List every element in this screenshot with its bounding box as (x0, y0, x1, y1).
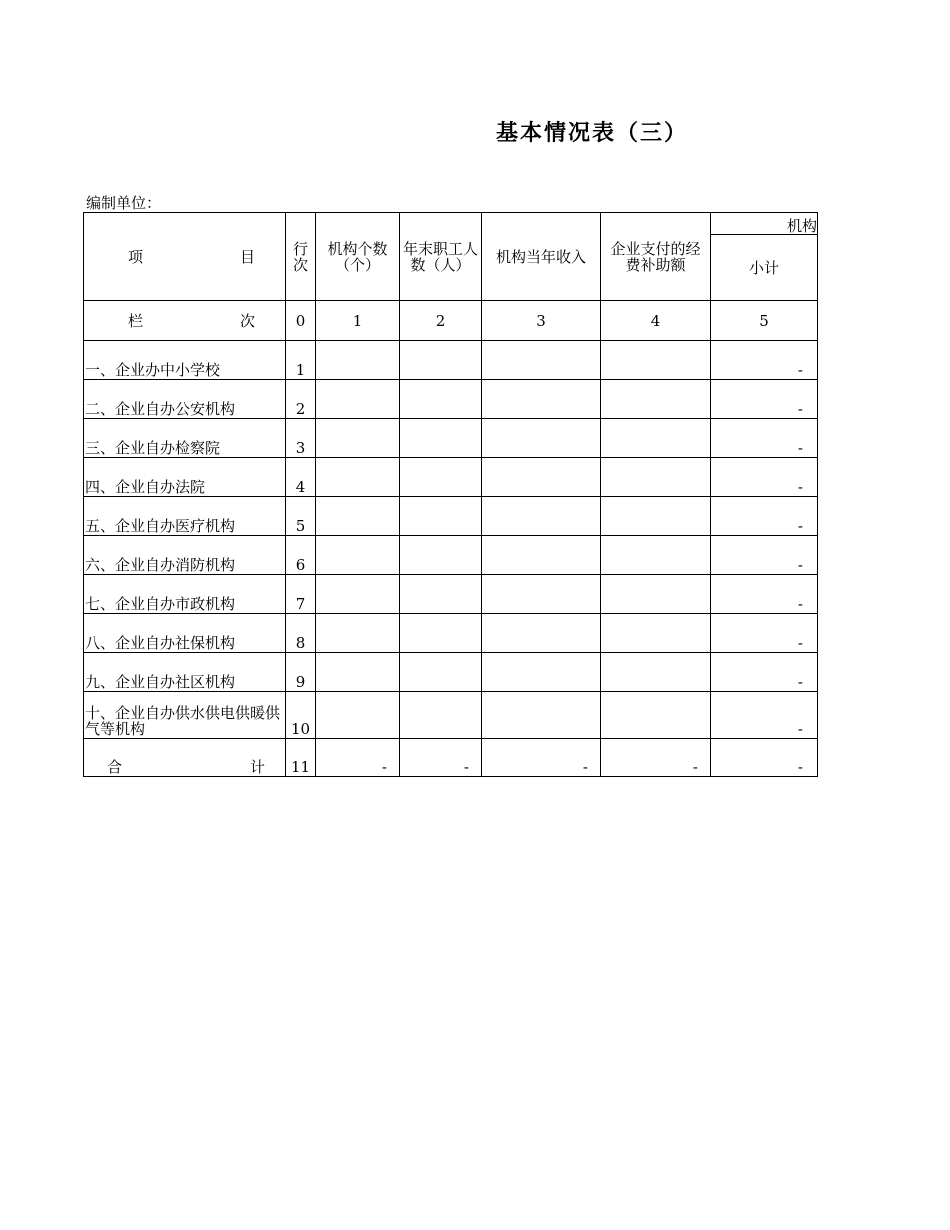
table-row (84, 458, 818, 497)
header-group: 机构 (711, 213, 818, 235)
header-staff: 年末职工人数（人） (400, 213, 482, 301)
cell-staff[interactable] (400, 380, 482, 419)
row-item: 八、企业自办社保机构 (84, 614, 286, 653)
cell-count[interactable] (316, 614, 400, 653)
column-number-3: 3 (482, 301, 601, 341)
cell-income[interactable] (482, 536, 601, 575)
header-income: 机构当年收入 (482, 213, 601, 301)
row-number: 6 (286, 536, 316, 575)
column-number-2: 2 (400, 301, 482, 341)
row-item: 四、企业自办法院 (84, 458, 286, 497)
row-number: 10 (286, 692, 316, 739)
header-item (84, 213, 286, 301)
row-number: 4 (286, 458, 316, 497)
cell-subsidy[interactable] (601, 419, 711, 458)
total-count[interactable]: - (316, 739, 400, 777)
row-number: 1 (286, 341, 316, 380)
cell-staff[interactable] (400, 458, 482, 497)
row-item: 十、企业自办供水供电供暖供气等机构 (84, 692, 286, 739)
cell-subsidy[interactable] (601, 614, 711, 653)
column-number-label (84, 301, 286, 341)
cell-subtotal[interactable]: - (711, 497, 818, 536)
header-subsidy: 企业支付的经费补助额 (601, 213, 711, 301)
cell-subtotal[interactable]: - (711, 458, 818, 497)
header-row-no: 行次 (286, 213, 316, 301)
table-row (84, 575, 818, 614)
cell-income[interactable] (482, 575, 601, 614)
header-item-right: 目 (239, 247, 255, 266)
total-income[interactable]: - (482, 739, 601, 777)
column-number-5: 5 (711, 301, 818, 341)
total-row-number: 11 (286, 739, 316, 777)
cell-subsidy[interactable] (601, 497, 711, 536)
row-number: 3 (286, 419, 316, 458)
cell-count[interactable] (316, 653, 400, 692)
cell-count[interactable] (316, 341, 400, 380)
cell-income[interactable] (482, 419, 601, 458)
cell-subsidy[interactable] (601, 536, 711, 575)
row-number: 9 (286, 653, 316, 692)
total-label-left: 合 (107, 758, 123, 776)
cell-staff[interactable] (400, 497, 482, 536)
row-item: 一、企业办中小学校 (84, 341, 286, 380)
table-row (84, 380, 818, 419)
cell-subsidy[interactable] (601, 458, 711, 497)
total-row (84, 739, 818, 777)
column-number-label-right: 次 (239, 311, 255, 330)
cell-count[interactable] (316, 575, 400, 614)
table-row (84, 419, 818, 458)
cell-income[interactable] (482, 497, 601, 536)
cell-subtotal[interactable]: - (711, 575, 818, 614)
header-row-1 (84, 213, 818, 235)
row-item: 七、企业自办市政机构 (84, 575, 286, 614)
column-number-0: 0 (286, 301, 316, 341)
cell-staff[interactable] (400, 614, 482, 653)
cell-income[interactable] (482, 341, 601, 380)
cell-subsidy[interactable] (601, 380, 711, 419)
row-number: 5 (286, 497, 316, 536)
cell-count[interactable] (316, 458, 400, 497)
row-number: 2 (286, 380, 316, 419)
cell-income[interactable] (482, 458, 601, 497)
page-title: 基本情况表（三） (496, 120, 689, 146)
cell-staff[interactable] (400, 692, 482, 739)
total-staff[interactable]: - (400, 739, 482, 777)
cell-subtotal[interactable]: - (711, 653, 818, 692)
row-item: 五、企业自办医疗机构 (84, 497, 286, 536)
cell-income[interactable] (482, 380, 601, 419)
cell-subsidy[interactable] (601, 341, 711, 380)
column-number-label-left: 栏 (128, 311, 144, 330)
unit-label: 编制单位： (86, 194, 162, 212)
table-row (84, 653, 818, 692)
cell-staff[interactable] (400, 575, 482, 614)
table-row (84, 497, 818, 536)
total-subsidy[interactable]: - (601, 739, 711, 777)
column-number-1: 1 (316, 301, 400, 341)
basic-info-table (83, 212, 818, 777)
header-count: 机构个数（个） (316, 213, 400, 301)
row-number: 8 (286, 614, 316, 653)
cell-staff[interactable] (400, 653, 482, 692)
total-subtotal[interactable]: - (711, 739, 818, 777)
cell-count[interactable] (316, 380, 400, 419)
cell-subsidy[interactable] (601, 575, 711, 614)
cell-subtotal[interactable]: - (711, 419, 818, 458)
cell-count[interactable] (316, 419, 400, 458)
column-number-4: 4 (601, 301, 711, 341)
row-number: 7 (286, 575, 316, 614)
cell-subtotal[interactable]: - (711, 341, 818, 380)
total-label-right: 计 (249, 758, 265, 776)
cell-staff[interactable] (400, 341, 482, 380)
table-row (84, 341, 818, 380)
row-item: 九、企业自办社区机构 (84, 653, 286, 692)
row-item: 六、企业自办消防机构 (84, 536, 286, 575)
header-subtotal: 小计 (711, 235, 818, 301)
cell-subsidy[interactable] (601, 653, 711, 692)
cell-subtotal[interactable]: - (711, 380, 818, 419)
table-row (84, 692, 818, 739)
cell-subsidy[interactable] (601, 692, 711, 739)
cell-income[interactable] (482, 692, 601, 739)
table-row (84, 536, 818, 575)
cell-income[interactable] (482, 653, 601, 692)
row-item: 二、企业自办公安机构 (84, 380, 286, 419)
column-number-row (84, 301, 818, 341)
cell-income[interactable] (482, 614, 601, 653)
cell-subtotal[interactable]: - (711, 614, 818, 653)
header-item-left: 项 (128, 247, 144, 266)
cell-count[interactable] (316, 536, 400, 575)
total-label (84, 739, 286, 777)
cell-subtotal[interactable]: - (711, 692, 818, 739)
cell-staff[interactable] (400, 419, 482, 458)
row-item: 三、企业自办检察院 (84, 419, 286, 458)
cell-subtotal[interactable]: - (711, 536, 818, 575)
cell-count[interactable] (316, 497, 400, 536)
cell-staff[interactable] (400, 536, 482, 575)
cell-count[interactable] (316, 692, 400, 739)
table-row (84, 614, 818, 653)
